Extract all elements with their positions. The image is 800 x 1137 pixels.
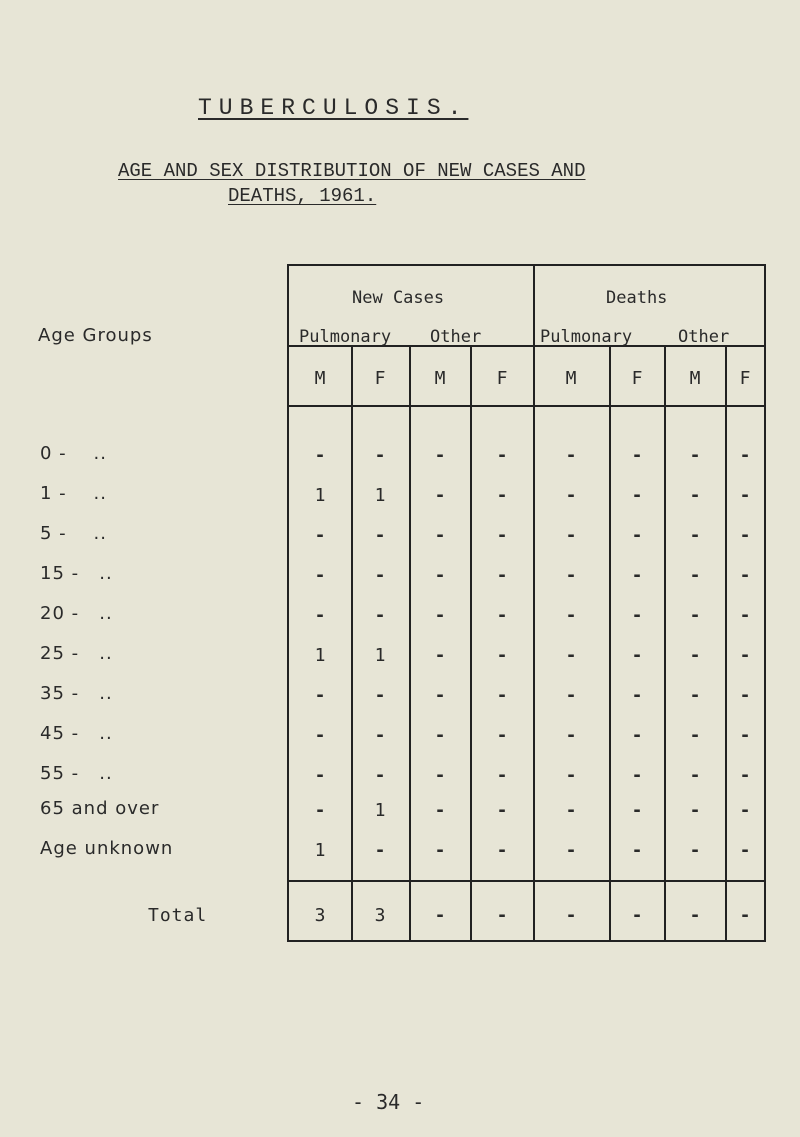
table-cell: - — [434, 565, 446, 586]
table-cell: - — [374, 765, 386, 786]
table-cell: - — [739, 525, 751, 546]
table-cell: - — [434, 765, 446, 786]
row-label: 65 and over — [40, 798, 160, 819]
header-new-cases: New Cases — [352, 288, 445, 308]
table-cell: - — [496, 685, 508, 706]
table-cell: - — [739, 765, 751, 786]
row-label: 25 - .. — [40, 643, 113, 664]
row-label: 45 - .. — [40, 723, 113, 744]
total-cell: - — [739, 905, 751, 926]
sex-header-cell: F — [496, 368, 508, 389]
table-cell: - — [434, 645, 446, 666]
sex-header-cell: F — [631, 368, 643, 389]
table-cell: - — [496, 565, 508, 586]
table-cell: - — [565, 525, 577, 546]
table-cell: - — [434, 840, 446, 861]
table-cell: 1 — [314, 645, 326, 666]
table-cell: - — [496, 800, 508, 821]
table-cell: - — [739, 840, 751, 861]
row-header-age-groups: Age Groups — [38, 325, 153, 346]
table-cell: - — [496, 765, 508, 786]
table-cell: - — [496, 445, 508, 466]
table-cell: - — [631, 565, 643, 586]
table-cell: - — [739, 605, 751, 626]
table-cell: 1 — [374, 485, 386, 506]
total-cell: - — [631, 905, 643, 926]
table-cell: - — [496, 485, 508, 506]
table-cell: - — [434, 485, 446, 506]
table-cell: - — [314, 445, 326, 466]
row-label: 35 - .. — [40, 683, 113, 704]
table-cell: - — [565, 485, 577, 506]
table-cell: - — [631, 725, 643, 746]
table-cell: - — [434, 725, 446, 746]
table-cell: 1 — [374, 800, 386, 821]
table-cell: - — [689, 765, 701, 786]
table-cell: - — [689, 840, 701, 861]
page-number: - 34 - — [352, 1090, 425, 1114]
page-title: TUBERCULOSIS. — [198, 95, 469, 121]
table-cell: - — [565, 800, 577, 821]
table-cell: - — [496, 725, 508, 746]
table-cell: - — [496, 525, 508, 546]
total-label: Total — [148, 905, 208, 926]
table-cell: - — [631, 445, 643, 466]
total-cell: - — [496, 905, 508, 926]
table-cell: - — [314, 525, 326, 546]
sex-header-cell: M — [689, 368, 701, 389]
table-cell: - — [689, 685, 701, 706]
table-cell: - — [314, 605, 326, 626]
table-cell: 1 — [374, 645, 386, 666]
table-cell: - — [434, 605, 446, 626]
table-cell: - — [631, 485, 643, 506]
table-cell: - — [434, 525, 446, 546]
table-cell: - — [739, 485, 751, 506]
table-cell: - — [374, 840, 386, 861]
table-cell: - — [565, 685, 577, 706]
total-cell: - — [689, 905, 701, 926]
table-cell: - — [496, 605, 508, 626]
sex-header-cell: F — [374, 368, 386, 389]
header-new-other: Other — [430, 327, 482, 347]
total-cell: - — [565, 905, 577, 926]
sex-header-cell: F — [739, 368, 751, 389]
table-cell: - — [314, 685, 326, 706]
table-cell: - — [565, 645, 577, 666]
table-cell: - — [496, 645, 508, 666]
table-cell: - — [374, 725, 386, 746]
table-cell: - — [374, 525, 386, 546]
total-cell: 3 — [314, 905, 326, 926]
table-cell: - — [689, 800, 701, 821]
sex-header-cell: M — [434, 368, 446, 389]
header-deaths-pulmonary: Pulmonary — [540, 327, 633, 347]
table-cell: 1 — [314, 485, 326, 506]
table-cell: - — [434, 445, 446, 466]
table-cell: - — [496, 840, 508, 861]
total-cell: 3 — [374, 905, 386, 926]
row-label: 1 - .. — [40, 483, 107, 504]
row-label: 0 - .. — [40, 443, 107, 464]
header-new-pulmonary: Pulmonary — [299, 327, 392, 347]
table-cell: - — [739, 800, 751, 821]
table-cell: - — [374, 445, 386, 466]
table-cell: - — [314, 765, 326, 786]
table-subtitle-line2: DEATHS, 1961. — [228, 185, 377, 207]
table-cell: - — [314, 725, 326, 746]
table-cell: - — [631, 525, 643, 546]
table-cell: - — [565, 445, 577, 466]
table-cell: - — [739, 565, 751, 586]
table-cell: - — [689, 525, 701, 546]
table-cell: - — [314, 565, 326, 586]
row-label: 20 - .. — [40, 603, 113, 624]
sex-header-cell: M — [565, 368, 577, 389]
row-label: Age unknown — [40, 838, 174, 859]
table-cell: 1 — [314, 840, 326, 861]
table-cell: - — [314, 800, 326, 821]
table-cell: - — [565, 565, 577, 586]
table-cell: - — [374, 605, 386, 626]
table-subtitle-line1: AGE AND SEX DISTRIBUTION OF NEW CASES AND — [118, 160, 586, 182]
table-cell: - — [374, 565, 386, 586]
table-cell: - — [434, 685, 446, 706]
row-label: 5 - .. — [40, 523, 107, 544]
row-label: 55 - .. — [40, 763, 113, 784]
table-cell: - — [565, 605, 577, 626]
table-cell: - — [565, 725, 577, 746]
table-cell: - — [689, 645, 701, 666]
table-cell: - — [631, 765, 643, 786]
row-label: 15 - .. — [40, 563, 113, 584]
table-cell: - — [739, 685, 751, 706]
table-cell: - — [739, 645, 751, 666]
total-cell: - — [434, 905, 446, 926]
table-cell: - — [689, 565, 701, 586]
table-cell: - — [689, 445, 701, 466]
table-cell: - — [739, 725, 751, 746]
header-deaths-other: Other — [678, 327, 730, 347]
table-cell: - — [565, 765, 577, 786]
table-cell: - — [374, 685, 386, 706]
header-deaths: Deaths — [606, 288, 668, 308]
table-cell: - — [631, 645, 643, 666]
table-cell: - — [565, 840, 577, 861]
sex-header-cell: M — [314, 368, 326, 389]
table-cell: - — [689, 725, 701, 746]
table-cell: - — [631, 840, 643, 861]
table-cell: - — [631, 685, 643, 706]
table-cell: - — [689, 485, 701, 506]
table-cell: - — [739, 445, 751, 466]
table-cell: - — [689, 605, 701, 626]
table-cell: - — [631, 605, 643, 626]
table-cell: - — [434, 800, 446, 821]
table-cell: - — [631, 800, 643, 821]
